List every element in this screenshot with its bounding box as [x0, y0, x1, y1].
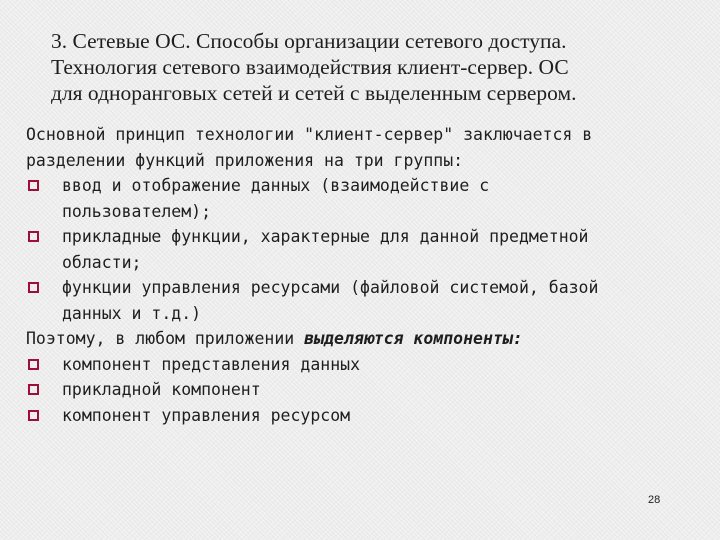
slide-body	[26, 122, 716, 428]
component-label: прикладной компонент	[62, 380, 261, 399]
bullet-line: функции управления ресурсами (файловой системой, базой	[62, 278, 599, 297]
component-item	[26, 377, 716, 403]
intro-line: Основной принцип технологии "клиент-сервер" заключается в	[26, 125, 593, 144]
function-group-item	[26, 275, 716, 326]
therefore-line	[26, 326, 716, 352]
hollow-square-icon	[28, 180, 39, 191]
component-label: компонент управления ресурсом	[62, 405, 351, 425]
therefore-emphasis: выделяются компоненты:	[304, 329, 523, 348]
therefore-prefix: Поэтому, в любом приложении	[26, 329, 305, 348]
bullet-line: области;	[62, 252, 142, 272]
intro-line: разделении функций приложения на три группы:	[26, 150, 464, 170]
component-label: компонент представления данных	[62, 354, 361, 374]
bullet-line: данных и т.д.)	[62, 303, 202, 323]
hollow-square-icon	[28, 384, 39, 395]
hollow-square-icon	[28, 231, 39, 242]
page-number: 28	[648, 494, 661, 506]
function-group-item	[26, 173, 716, 224]
component-item	[26, 352, 716, 378]
hollow-square-icon	[28, 359, 39, 370]
bullet-line: пользователем);	[62, 201, 212, 221]
slide-title	[51, 28, 711, 106]
hollow-square-icon	[28, 410, 39, 421]
function-group-item	[26, 224, 716, 275]
title-line: Технология сетевого взаимодействия клиент-сервер. ОС	[51, 55, 569, 79]
component-item	[26, 403, 716, 429]
title-line: для одноранговых сетей и сетей с выделенным сервером.	[51, 81, 577, 105]
hollow-square-icon	[28, 282, 39, 293]
bullet-line: прикладные функции, характерные для данной предметной	[62, 227, 589, 246]
bullet-line: ввод и отображение данных (взаимодействие с	[62, 176, 490, 195]
title-line: 3. Сетевые ОС. Способы организации сетевого доступа.	[51, 29, 567, 53]
